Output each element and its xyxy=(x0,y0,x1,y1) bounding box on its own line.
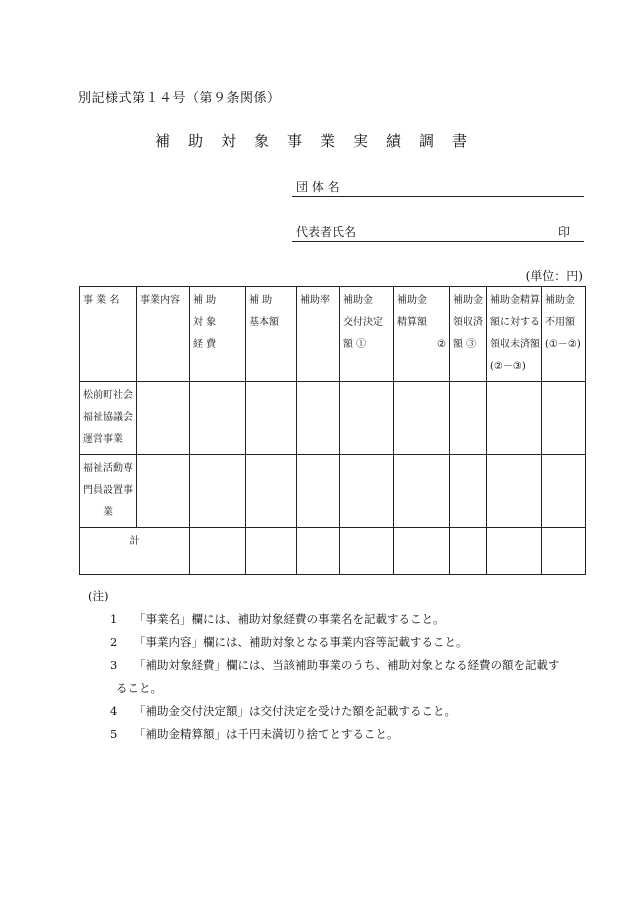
table-cell[interactable] xyxy=(246,455,297,528)
header-unused-amount: 補助金 不用額 (①－②) xyxy=(542,287,586,382)
table-cell[interactable] xyxy=(340,382,394,455)
organization-field[interactable] xyxy=(292,178,584,197)
table-cell[interactable] xyxy=(542,455,586,528)
table-cell[interactable] xyxy=(246,382,297,455)
table-cell[interactable] xyxy=(246,528,297,575)
organization-label: 団 体 名 xyxy=(296,180,340,194)
table-cell[interactable] xyxy=(450,382,487,455)
table-cell[interactable] xyxy=(190,528,246,575)
header-eligible-cost: 補 助 対 象 経 費 xyxy=(190,287,246,382)
table-header-row xyxy=(80,287,586,382)
table-cell[interactable] xyxy=(450,455,487,528)
table-cell[interactable] xyxy=(487,528,542,575)
header-project-content: 事業内容 xyxy=(137,287,190,382)
table-cell[interactable] xyxy=(137,455,190,528)
results-table xyxy=(79,286,586,575)
note-item: 1 「事業名」欄には、補助対象経費の事業名を記載すること。 xyxy=(110,612,445,626)
table-cell[interactable] xyxy=(542,382,586,455)
table-row xyxy=(80,382,586,455)
table-cell[interactable] xyxy=(340,455,394,528)
table-cell[interactable] xyxy=(297,382,340,455)
row-project-name: 福祉活動専 門員設置事 業 xyxy=(80,455,137,528)
header-unreceived-amount: 補助金精算 額に対する 領収未済額 (②－③) xyxy=(487,287,542,382)
table-row xyxy=(80,455,586,528)
document-title: 補助対象事業実績調書 xyxy=(154,132,485,150)
table-cell[interactable] xyxy=(297,528,340,575)
table-cell[interactable] xyxy=(190,382,246,455)
table-cell[interactable] xyxy=(487,455,542,528)
total-label: 計 xyxy=(80,528,190,575)
note-item: 3 「補助対象経費」欄には、当該補助事業のうち、補助対象となる経費の額を記載す xyxy=(110,658,560,672)
table-cell[interactable] xyxy=(394,382,450,455)
seal-mark: 印 xyxy=(557,225,570,239)
table-cell[interactable] xyxy=(394,528,450,575)
header-grant-decision: 補助金 交付決定 額 ① xyxy=(340,287,394,382)
table-cell[interactable] xyxy=(137,382,190,455)
header-base-amount: 補 助 基本額 xyxy=(246,287,297,382)
header-project-name: 事 業 名 xyxy=(80,287,137,382)
header-subsidy-rate: 補助率 xyxy=(297,287,340,382)
table-cell[interactable] xyxy=(394,455,450,528)
table-cell[interactable] xyxy=(190,455,246,528)
table-cell[interactable] xyxy=(450,528,487,575)
representative-label: 代表者氏名 xyxy=(296,225,357,239)
table-cell[interactable] xyxy=(340,528,394,575)
form-number: 別記様式第１４号（第９条関係） xyxy=(78,91,281,106)
note-item: 4 「補助金交付決定額」は交付決定を受けた額を記載すること。 xyxy=(110,704,456,718)
table-cell[interactable] xyxy=(297,455,340,528)
header-received-amount: 補助金 領収済 額 ③ xyxy=(450,287,487,382)
table-cell[interactable] xyxy=(487,382,542,455)
notes-heading: (注) xyxy=(88,589,109,603)
notes-section xyxy=(88,585,588,746)
unit-label: (単位：円) xyxy=(525,269,583,283)
note-item: 2 「事業内容」欄には、補助対象となる事業内容等記載すること。 xyxy=(110,635,468,649)
representative-field[interactable] xyxy=(292,223,584,242)
row-project-name: 松前町社会 福祉協議会 運営事業 xyxy=(80,382,137,455)
note-continuation: ること。 xyxy=(116,681,162,695)
header-settled-amount: 補助金 精算額 ② xyxy=(394,287,450,382)
table-cell[interactable] xyxy=(542,528,586,575)
note-item: 5 「補助金精算額」は千円未満切り捨てとすること。 xyxy=(110,727,399,741)
total-row xyxy=(80,528,586,575)
